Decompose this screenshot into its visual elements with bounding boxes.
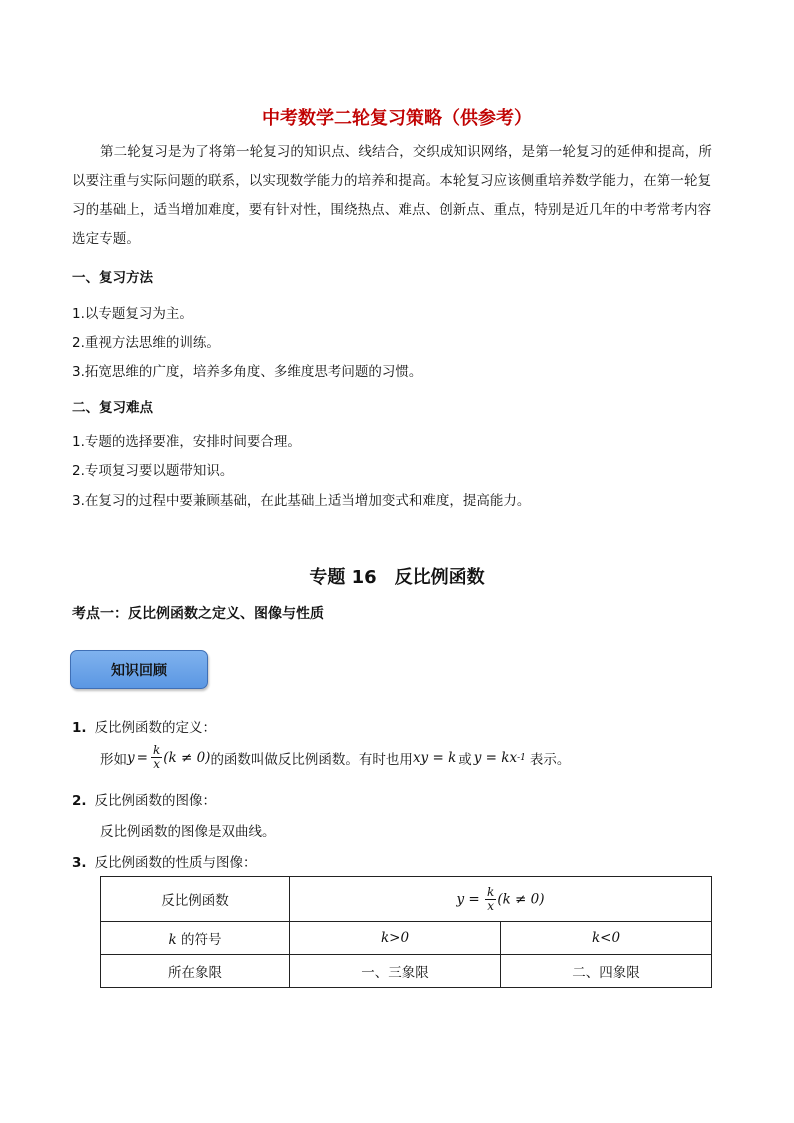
table-row: [101, 922, 712, 955]
math-y: y: [127, 749, 135, 766]
fraction-k-over-x: [151, 744, 162, 771]
document-title: 中考数学二轮复习策略（供参考）: [262, 108, 532, 129]
formula-condition: (k ≠ 0): [497, 891, 545, 907]
point-number: 3.: [72, 855, 87, 871]
section2-item: 2.专项复习要以题带知识。: [72, 463, 234, 479]
properties-table: [100, 876, 712, 988]
section2-item: 3.在复习的过程中要兼顾基础，在此基础上适当增加变式和难度，提高能力。: [72, 493, 531, 509]
table-cell-k-negative: k<0: [501, 922, 712, 955]
table-cell-formula: [290, 877, 712, 922]
point-label: 反比例函数的图像：: [94, 793, 217, 809]
formula-equals: =: [468, 891, 480, 907]
table-cell-function: 反比例函数: [101, 877, 290, 922]
sign-label-text: 的符号: [180, 932, 222, 948]
fraction-numerator: k: [152, 743, 161, 757]
intro-paragraph: 第二轮复习是为了将第一轮复习的知识点、线结合，交织成知识网络，是第一轮复习的延伸和提高，所以要注重与实际问题的联系，以实现数学能力的培养和提高。本轮复习应该侧重培养数学能力，在第一轮复习的基础上，适当增加难度，要有针对性，围绕热点、难点、创新点、重点，特别是近几年的中考常考内容选定专题。: [72, 144, 712, 247]
section1-item: 3.拓宽思维的广度，培养多角度、多维度思考问题的习惯。: [72, 364, 423, 380]
definition-line: [100, 744, 570, 771]
section2-heading: 二、复习难点: [72, 400, 153, 416]
table-cell-sign-label: [101, 922, 290, 955]
table-cell-k-positive: k>0: [290, 922, 501, 955]
topic-title: 专题 16 反比例函数: [309, 567, 485, 588]
table-cell-quadrant-label: 所在象限: [101, 955, 290, 988]
definition-text-a: 形如: [100, 751, 127, 768]
kaodian-heading: 考点一：反比例函数之定义、图像与性质: [72, 606, 324, 622]
math-xy-equals-k: xy = k: [412, 749, 457, 766]
equals-sign: =: [136, 749, 148, 766]
section1-item: 2.重视方法思维的训练。: [72, 335, 220, 351]
table-row: [101, 955, 712, 988]
point-label: 反比例函数的性质与图像：: [94, 855, 257, 871]
section2-item: 1.专题的选择要准，安排时间要合理。: [72, 434, 301, 450]
table-row: [101, 877, 712, 922]
formula-denominator: x: [487, 898, 495, 913]
section1-item: 1.以专题复习为主。: [72, 306, 193, 322]
sign-k: k: [168, 932, 177, 948]
point-number: 2.: [72, 793, 87, 809]
math-y-kx: y = kx: [473, 749, 518, 766]
knowledge-review-button[interactable]: 知识回顾: [70, 650, 208, 689]
point-3-heading: [72, 851, 257, 871]
table-cell-quadrant-positive: 一、三象限: [290, 955, 501, 988]
table-cell-quadrant-negative: 二、四象限: [501, 955, 712, 988]
point-1-heading: [72, 716, 216, 736]
condition-k-nonzero: (k ≠ 0): [163, 749, 211, 766]
formula-numerator: k: [487, 884, 495, 899]
formula-y: y: [456, 891, 465, 907]
formula-fraction: [485, 886, 496, 913]
point-label: 反比例函数的定义：: [94, 720, 217, 736]
definition-text-c: 表示。: [529, 751, 571, 768]
definition-text-or: 或: [458, 751, 472, 768]
math-exponent: -1: [517, 752, 526, 763]
point-2-heading: [72, 789, 216, 809]
fraction-denominator: x: [153, 757, 160, 771]
point-number: 1.: [72, 720, 87, 736]
point-2-text: 反比例函数的图像是双曲线。: [100, 824, 276, 840]
section1-heading: 一、复习方法: [72, 270, 153, 286]
definition-text-b: 的函数叫做反比例函数。有时也用: [210, 751, 413, 768]
